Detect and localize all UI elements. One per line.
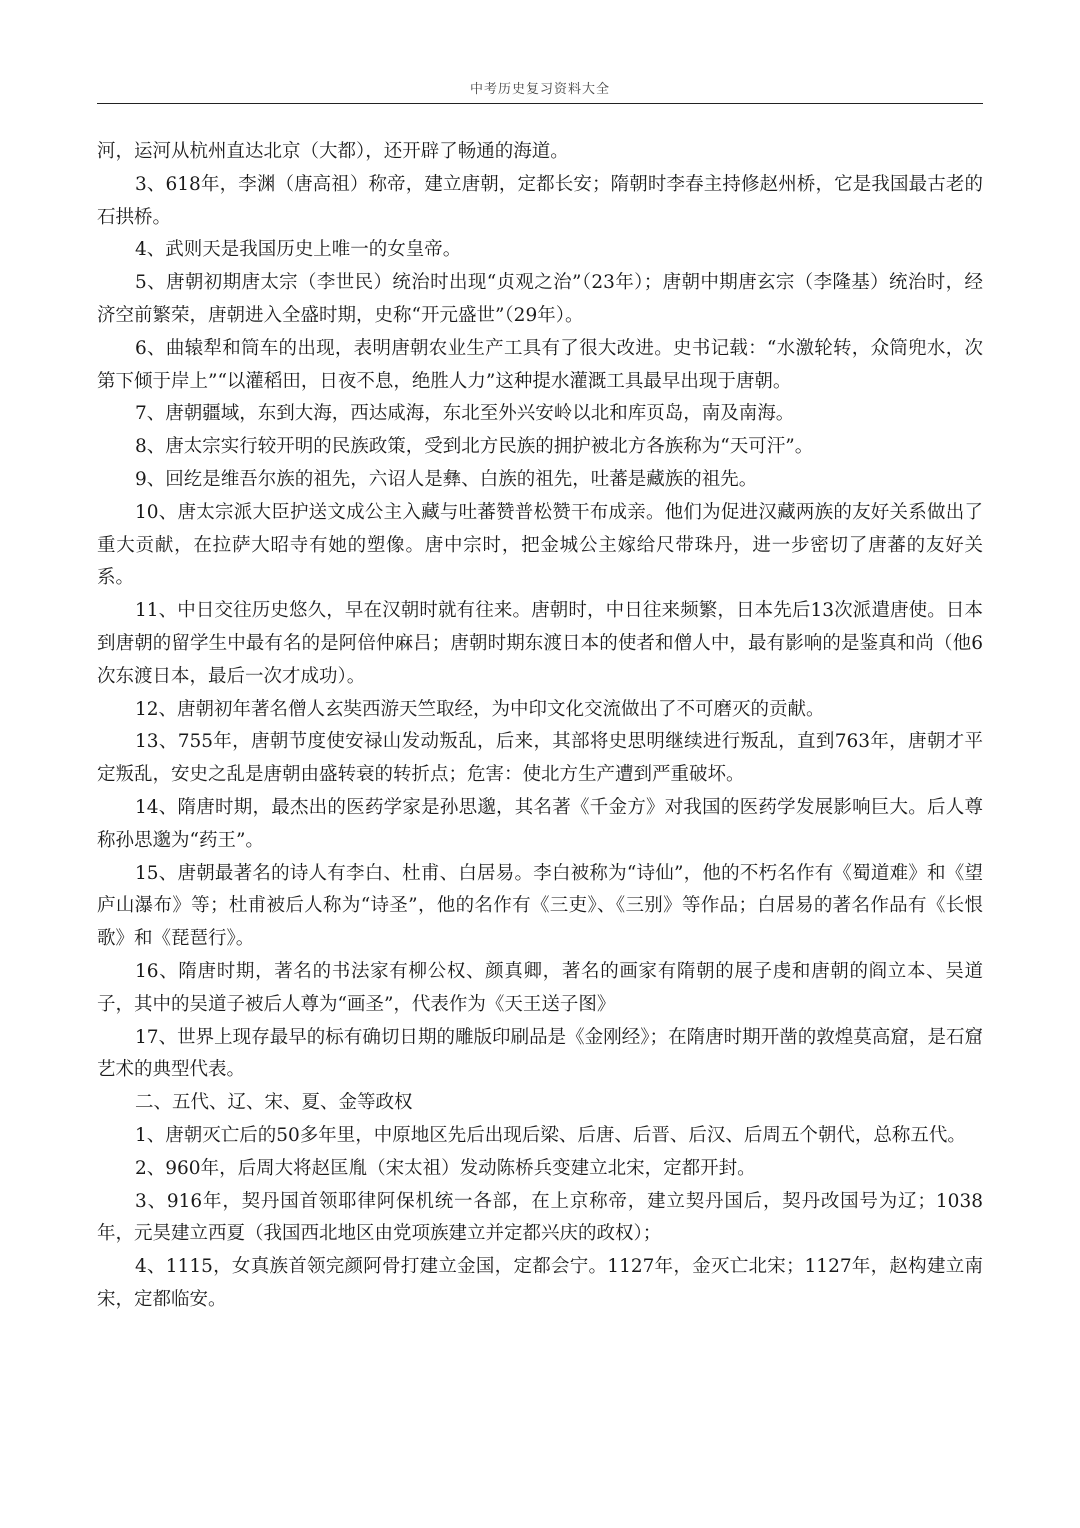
paragraph: 10、唐太宗派大臣护送文成公主入藏与吐蕃赞普松赞干布成亲。他们为促进汉藏两族的友好关系做出了重大贡献，在拉萨大昭寺有她的塑像。唐中宗时，把金城公主嫁给尺带珠丹，进一步密切了唐蕃的友好关系。: [97, 501, 983, 589]
paragraph: 1、唐朝灭亡后的50多年里，中原地区先后出现后梁、后唐、后晋、后汉、后周五个朝代，总称五代。: [135, 1124, 966, 1146]
paragraph: 14、隋唐时期，最杰出的医药学家是孙思邈，其名著《千金方》对我国的医药学发展影响巨大。后人尊称孙思邈为“药王”。: [97, 796, 983, 851]
paragraph: 8、唐太宗实行较开明的民族政策，受到北方民族的拥护被北方各族称为“天可汗”。: [135, 436, 814, 458]
header-divider: [97, 103, 983, 104]
paragraph: 河，运河从杭州直达北京（大都），还开辟了畅通的海道。: [97, 141, 569, 162]
paragraph: 9、回纥是维吾尔族的祖先，六诏人是彝、白族的祖先，吐蕃是藏族的祖先。: [135, 468, 758, 490]
section-heading: 二、五代、辽、宋、夏、金等政权: [135, 1092, 413, 1114]
paragraph: 13、755年，唐朝节度使安禄山发动叛乱，后来，其部将史思明继续进行叛乱，直到763年，唐朝才平定叛乱，安史之乱是唐朝由盛转衰的转折点；危害：使北方生产遭到严重破坏。: [97, 731, 983, 786]
paragraph: 7、唐朝疆域，东到大海，西达咸海，东北至外兴安岭以北和库页岛，南及南海。: [135, 403, 795, 425]
paragraph: 2、960年，后周大将赵匡胤（宋太祖）发动陈桥兵变建立北宋，定都开封。: [135, 1157, 756, 1179]
paragraph: 3、916年，契丹国首领耶律阿保机统一各部，在上京称帝，建立契丹国后，契丹改国号为辽；1038年，元昊建立西夏（我国西北地区由党项族建立并定都兴庆的政权）；: [97, 1190, 983, 1245]
paragraph: 4、1115，女真族首领完颜阿骨打建立金国，定都会宁。1127年，金灭亡北宋；1127年，赵构建立南宋，定都临安。: [97, 1256, 983, 1310]
paragraph: 3、618年，李渊（唐高祖）称帝，建立唐朝，定都长安；隋朝时李春主持修赵州桥，它是我国最古老的石拱桥。: [97, 173, 983, 228]
paragraph: 11、中日交往历史悠久，早在汉朝时就有往来。唐朝时，中日往来频繁，日本先后13次派遣唐使。日本到唐朝的留学生中最有名的是阿倍仲麻吕；唐朝时期东渡日本的使者和僧人中，最有影响的是鉴真和尚（他6次东渡日本，最后一次才成功）。: [97, 600, 983, 687]
paragraph: 4、武则天是我国历史上唯一的女皇帝。: [135, 239, 462, 261]
paragraph: 12、唐朝初年著名僧人玄奘西游天竺取经，为中印文化交流做出了不可磨灭的贡献。: [135, 698, 825, 720]
paragraph: 16、隋唐时期，著名的书法家有柳公权、颜真卿，著名的画家有隋朝的展子虔和唐朝的阎立本、吴道子，其中的吴道子被后人尊为“画圣”，代表作为《天王送子图》: [97, 960, 983, 1015]
paragraph: 5、唐朝初期唐太宗（李世民）统治时出现“贞观之治”（23年）；唐朝中期唐玄宗（李隆基）统治时，经济空前繁荣，唐朝进入全盛时期，史称“开元盛世”（29年）。: [97, 272, 983, 326]
paragraph: 15、唐朝最著名的诗人有李白、杜甫、白居易。李白被称为“诗仙”，他的不朽名作有《蜀道难》和《望庐山瀑布》等；杜甫被后人称为“诗圣”，他的名作有《三吏》、《三别》等作品；白居易的著名作品有《长恨歌》和《琵琶行》。: [97, 862, 983, 950]
paragraph: 17、世界上现存最早的标有确切日期的雕版印刷品是《金刚经》；在隋唐时期开凿的敦煌莫高窟，是石窟艺术的典型代表。: [97, 1026, 983, 1081]
page-header-title: 中考历史复习资料大全: [469, 82, 610, 97]
paragraph: 6、曲辕犁和筒车的出现，表明唐朝农业生产工具有了很大改进。史书记载：“水激轮转，众筒兜水，次第下倾于岸上”“以灌稻田，日夜不息，绝胜人力”这种提水灌溉工具最早出现于唐朝。: [97, 337, 983, 392]
document-body: [97, 136, 983, 1317]
